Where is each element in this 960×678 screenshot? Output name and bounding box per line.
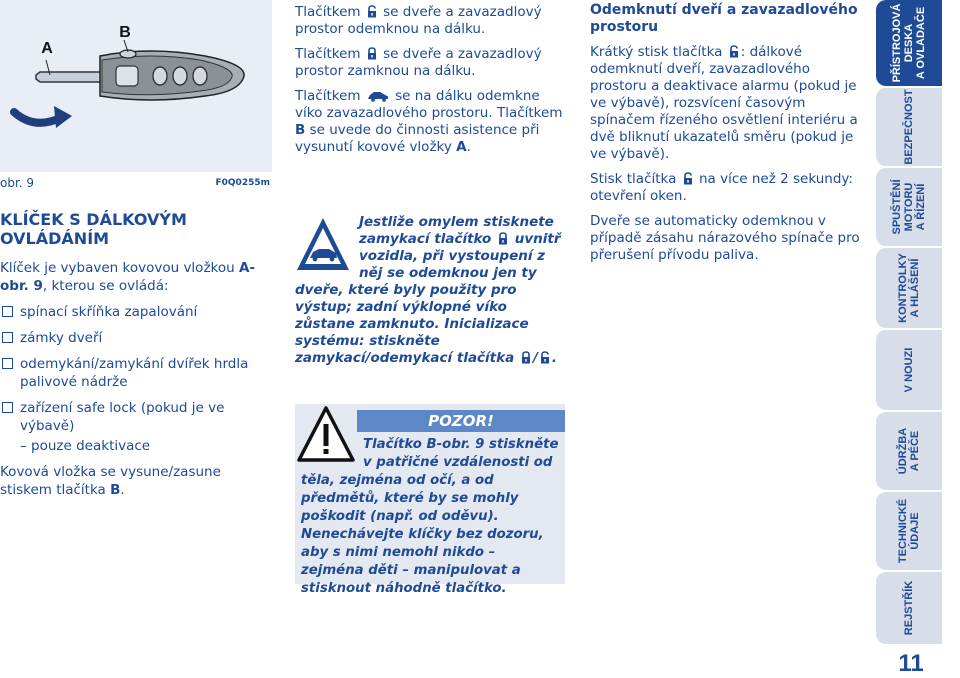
warning-text (301, 436, 559, 598)
bullet-item (0, 399, 272, 435)
warning-line-1: Tlačítko B-obr. 9 stiskněte v patřičné vzdálenosti od (363, 437, 559, 470)
intro-9: 9 (33, 278, 43, 294)
label-a: A (41, 40, 53, 57)
intro-obr: -obr. (0, 260, 256, 294)
unlock-icon (367, 5, 377, 18)
p3-pre: Tlačítkem (295, 88, 361, 104)
trunk-paragraph (295, 88, 567, 156)
slide-paragraph (0, 463, 272, 499)
c3-p1-pre: Krátký stisk tlačítka (590, 44, 723, 60)
figure-code: F0Q0255m (215, 178, 270, 188)
caution-note (295, 214, 567, 367)
intro-text: Klíček je vybaven kovovou vložkou (0, 260, 239, 276)
column-1-text (0, 259, 272, 499)
note-text-1: Jestliže omylem stisknete zamykací tlačítko (359, 214, 554, 247)
note-text-2: uvnitř vozidla, při vystoupení z něj se odemknou jen ty dveře, které byly použity pro výstup; zadní výklopné víko zůstane zamknuto. Inicializace systému: stiskněte zamykací/odemykací tlačítka (295, 231, 561, 366)
key-figure (0, 0, 272, 172)
p1-pre: Tlačítkem (295, 4, 361, 20)
page-number: 11 (898, 650, 924, 677)
tab-label: REJSTŘÍK (903, 580, 915, 636)
tab-label: SPUŠTĚNÍ MOTORU A ŘÍZENÍ (891, 179, 927, 235)
unlock-icon (729, 45, 739, 58)
unlock-heading: Odemknutí dveří a zavazadlového prostoru (590, 2, 858, 35)
column-2-text (295, 4, 567, 164)
section-title: KLÍČEK S DÁLKOVÝM OVLÁDÁNÍM (0, 210, 187, 248)
tab-label: KONTROLKY A HLÁŠENÍ (897, 253, 921, 323)
intro-paragraph (0, 259, 272, 295)
long-press-paragraph (590, 171, 862, 205)
figure-caption: obr. 9 (0, 176, 35, 190)
warning-line-2: těla, zejména od očí, a od předmětů, které by se mohly poškodit (např. od oděvu). Nenechávejte klíčky bez dozoru, aby s nimi nemohl nikdo – zejména děti – manipulovat a stisknout náhodně tlačítko. (301, 473, 544, 596)
checkbox-square-icon (2, 332, 13, 343)
checkbox-square-icon (2, 358, 13, 369)
bullet-label: odemykání/zamykání dvířek hrdla palivové nádrže (20, 356, 249, 390)
car-trunk-icon (367, 90, 389, 102)
tab-label: PŘÍSTROJOVÁ DESKA A OVLADAČE (891, 3, 927, 83)
remote-key-illustration (0, 0, 272, 172)
c3-p2-post: na více než 2 sekundy: otevření oken. (590, 171, 853, 204)
slide-text: Kovová vložka se vysune/zasune stiskem tlačítka (0, 464, 221, 498)
slide-b: B (110, 482, 121, 498)
bullet-item (0, 303, 272, 321)
note-slash: / (532, 350, 538, 366)
p1-post: se dveře a zavazadlový prostor odemknou na dálku. (295, 4, 542, 37)
tab-label: ÚDRŽBA A PÉČE (897, 427, 921, 475)
bullet-label: zařízení safe lock (pokud je ve výbavě) (20, 400, 225, 434)
tab-kontrolky[interactable] (876, 248, 942, 328)
p2-post: se dveře a zavazadlový prostor zamknou na dálku. (295, 46, 542, 79)
p3-end: . (466, 139, 471, 155)
unlock-icon (683, 172, 693, 185)
tab-v-nouzi[interactable] (876, 330, 942, 410)
checkbox-square-icon (2, 402, 13, 413)
tab-rejstrik[interactable] (876, 572, 942, 644)
p3-post2: se uvede do činnosti asistence při vysunutí kovové vložky (295, 122, 540, 155)
checkbox-square-icon (2, 306, 13, 317)
bullet-label: spínací skříňka zapalování (20, 304, 198, 320)
auto-unlock-paragraph: Dveře se automaticky odemknou v případě zásahu nárazového spínače pro přerušení přívodu paliva. (590, 213, 860, 263)
p3-b: B (295, 122, 306, 138)
c3-p1-post: : dálkové odemknutí dveří, zavazadlového prostoru a deaktivace alarmu (pokud je ve výbavě), rozsvícení časovým spínačem řízeného osvětlení interiéru a dvě bliknutí ukazatelů směru (pokud je ve výbavě). (590, 44, 858, 162)
tab-label: BEZPEČNOST (903, 89, 915, 165)
p3-post: se na dálku odemkne víko zavazadlového prostoru. Tlačítkem (295, 88, 563, 121)
tab-bezpecnost[interactable] (876, 88, 942, 166)
column-3-text (590, 2, 862, 272)
label-b: B (119, 24, 131, 41)
bullet-label: zámky dveří (20, 330, 103, 346)
note-end: . (551, 350, 558, 366)
tab-spusteni-motoru[interactable] (876, 168, 942, 246)
lock-icon (367, 47, 377, 60)
p2-pre: Tlačítkem (295, 46, 361, 62)
short-press-paragraph (590, 44, 862, 163)
lock-icon (498, 232, 508, 245)
tab-technicke-udaje[interactable] (876, 492, 942, 570)
intro-text-end: , kterou se ovládá: (42, 278, 169, 294)
bullet-item (0, 355, 272, 391)
tab-label: TECHNICKÉ ÚDAJE (897, 498, 921, 564)
slide-end: . (120, 482, 125, 498)
warning-title: POZOR! (357, 410, 565, 432)
unlock-icon (540, 351, 550, 364)
intro-a: A (238, 260, 250, 276)
chapter-tabs (876, 0, 960, 674)
tab-pristrojova-deska[interactable] (876, 0, 942, 86)
bullet-subnote: – pouze deaktivace (20, 438, 151, 454)
p3-a: A (456, 139, 467, 155)
lock-paragraph (295, 46, 567, 80)
unlock-paragraph (295, 4, 567, 38)
tab-label: V NOUZI (903, 347, 915, 393)
bullet-item (0, 329, 272, 347)
car-triangle-icon (295, 216, 351, 278)
tab-udrzba[interactable] (876, 412, 942, 490)
c3-p2-pre: Stisk tlačítka (590, 171, 677, 187)
lock-icon (521, 351, 531, 364)
warning-box (295, 404, 565, 596)
figure-caption-row (0, 176, 272, 194)
